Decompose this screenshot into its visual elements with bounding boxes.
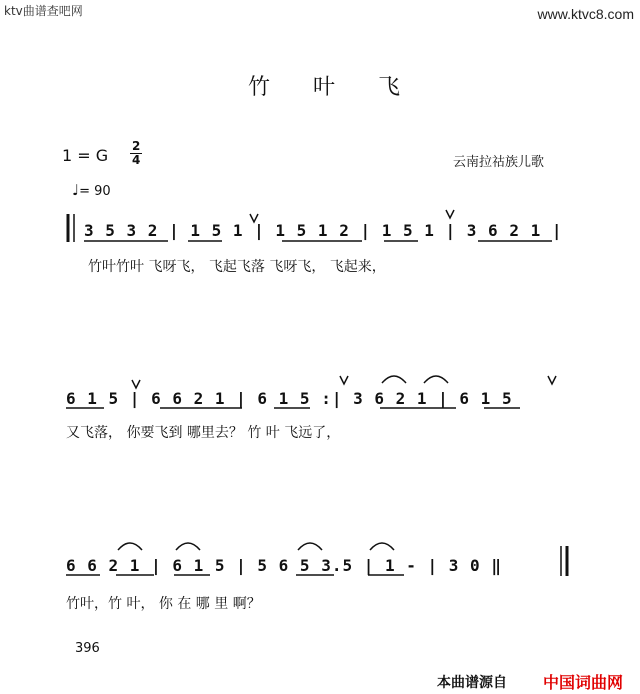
watermark-right: www.ktvc8.com <box>537 6 634 22</box>
footer-source-label: 本曲谱源自 <box>437 675 507 691</box>
page-number: 396 <box>75 641 100 656</box>
time-signature <box>130 140 142 167</box>
notation-line-1: 3 5 3 2 | 1 5 1 | 1 5 1 2 | 1 5 1 | 3 6 2 1 | <box>84 221 563 240</box>
tempo-value: = 90 <box>79 184 111 199</box>
song-source: 云南拉祜族儿歌 <box>453 155 545 170</box>
notation-line-2: 6 1 5 | 6 6 2 1 | 6 1 5 :| 3 6 2 1 | 6 1 5 <box>66 389 513 408</box>
time-signature-top: 2 <box>132 139 141 153</box>
watermark-left: ktv曲谱查吧网 <box>4 4 83 18</box>
key-signature: 1 = G <box>62 146 109 165</box>
footer-brand-link[interactable]: 中国词曲网 <box>543 673 624 692</box>
lyrics-line-2: 又飞落， 你要飞到 哪里去？ 竹 叶 飞远了， <box>66 425 341 441</box>
tempo-marking <box>72 181 111 199</box>
time-signature-bottom: 4 <box>132 153 141 167</box>
notation-line-3: 6 6 2 1 | 6 1 5 | 5 6 5 3.5 | 1 - | 3 0 ‖ <box>66 556 502 575</box>
song-title: 竹 叶 飞 <box>248 75 418 100</box>
lyrics-line-3: 竹叶，竹 叶， 你 在 哪 里 啊？ <box>66 596 261 612</box>
lyrics-line-1: 竹叶竹叶 飞呀飞， 飞起飞落 飞呀飞， 飞起来， <box>88 259 386 275</box>
quarter-note-icon: ♩ <box>72 181 80 199</box>
